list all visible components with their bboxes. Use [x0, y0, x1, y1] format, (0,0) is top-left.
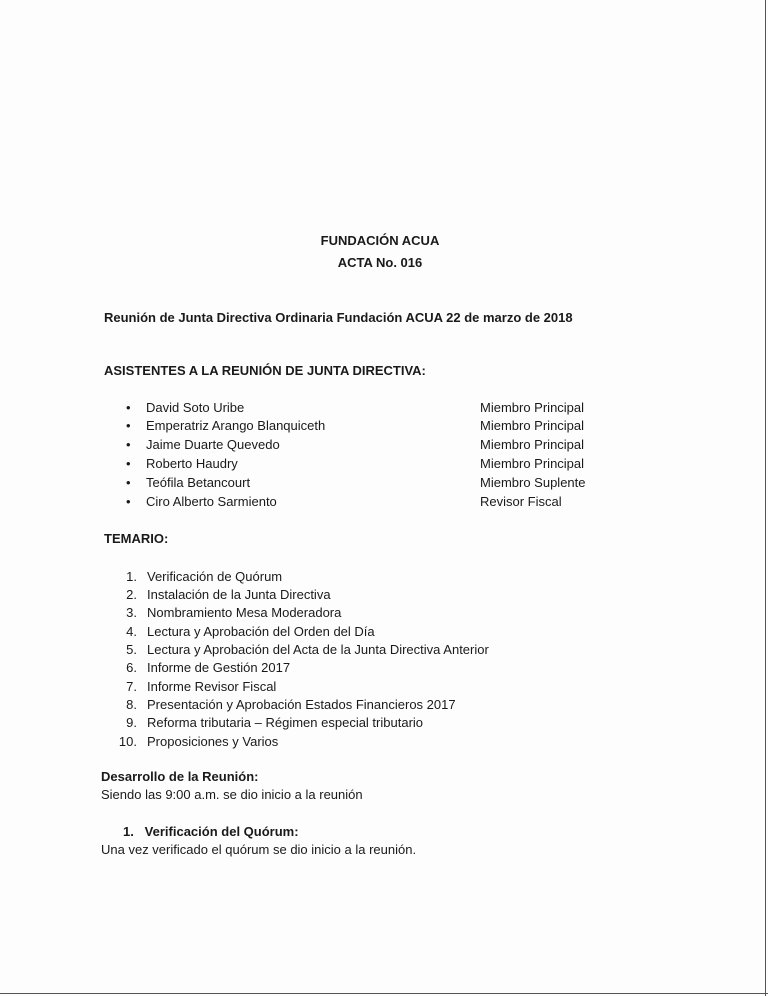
item-number: 7. — [126, 679, 137, 694]
attendee-role: Miembro Principal — [480, 400, 585, 415]
acta-number: ACTA No. 016 — [337, 255, 423, 270]
attendee-name: Ciro Alberto Sarmiento — [146, 494, 277, 509]
scan-edge-right — [765, 0, 766, 996]
bullet: • — [126, 437, 131, 452]
item-number: 3. — [126, 605, 137, 620]
bullet: • — [126, 494, 131, 509]
development-start-text: Siendo las 9:00 a.m. se dio inicio a la reunión — [101, 787, 363, 802]
bullet: • — [126, 475, 131, 490]
item-text: Verificación de Quórum — [147, 569, 283, 584]
attendee-role: Miembro Principal — [480, 437, 585, 452]
item-text: Lectura y Aprobación del Orden del Día — [147, 624, 375, 639]
item-number: 2. — [126, 587, 137, 602]
agenda-heading: TEMARIO: — [104, 531, 169, 546]
item-text: Informe Revisor Fiscal — [147, 679, 277, 694]
section1-text: Una vez verificado el quórum se dio inicio a la reunión. — [101, 842, 417, 857]
attendee-name: Roberto Haudry — [146, 456, 238, 471]
scan-edge-bottom — [0, 993, 768, 994]
item-number: 8. — [126, 697, 137, 712]
bullet: • — [126, 456, 131, 471]
meeting-line: Reunión de Junta Directiva Ordinaria Fundación ACUA 22 de marzo de 2018 — [104, 310, 573, 325]
item-number: 10. — [118, 734, 137, 749]
attendee-role: Miembro Suplente — [480, 475, 586, 490]
attendee-name: Emperatriz Arango Blanquiceth — [146, 418, 326, 433]
section1-heading: 1. Verificación del Quórum: — [123, 824, 299, 839]
item-text: Instalación de la Junta Directiva — [147, 587, 331, 602]
attendee-name: Teófila Betancourt — [146, 475, 251, 490]
development-heading: Desarrollo de la Reunión: — [101, 769, 259, 784]
bullet: • — [126, 418, 131, 433]
item-number: 6. — [126, 660, 137, 675]
attendee-role: Miembro Principal — [480, 418, 585, 433]
item-number: 4. — [126, 624, 137, 639]
item-text: Informe de Gestión 2017 — [147, 660, 291, 675]
bullet: • — [126, 400, 131, 415]
attendee-name: Jaime Duarte Quevedo — [146, 437, 280, 452]
org-title: FUNDACIÓN ACUA — [320, 233, 440, 248]
item-number: 9. — [126, 715, 137, 730]
item-text: Nombramiento Mesa Moderadora — [147, 605, 342, 620]
attendees-heading: ASISTENTES A LA REUNIÓN DE JUNTA DIRECTIVA: — [104, 363, 426, 378]
attendee-role: Miembro Principal — [480, 456, 585, 471]
attendee-role: Revisor Fiscal — [480, 494, 562, 509]
item-text: Presentación y Aprobación Estados Financieros 2017 — [147, 697, 456, 712]
item-text: Lectura y Aprobación del Acta de la Junta Directiva Anterior — [147, 642, 489, 657]
item-text: Reforma tributaria – Régimen especial tributario — [147, 715, 424, 730]
item-number: 5. — [126, 642, 137, 657]
item-text: Proposiciones y Varios — [147, 734, 279, 749]
attendee-name: David Soto Uribe — [146, 400, 245, 415]
item-number: 1. — [126, 569, 137, 584]
